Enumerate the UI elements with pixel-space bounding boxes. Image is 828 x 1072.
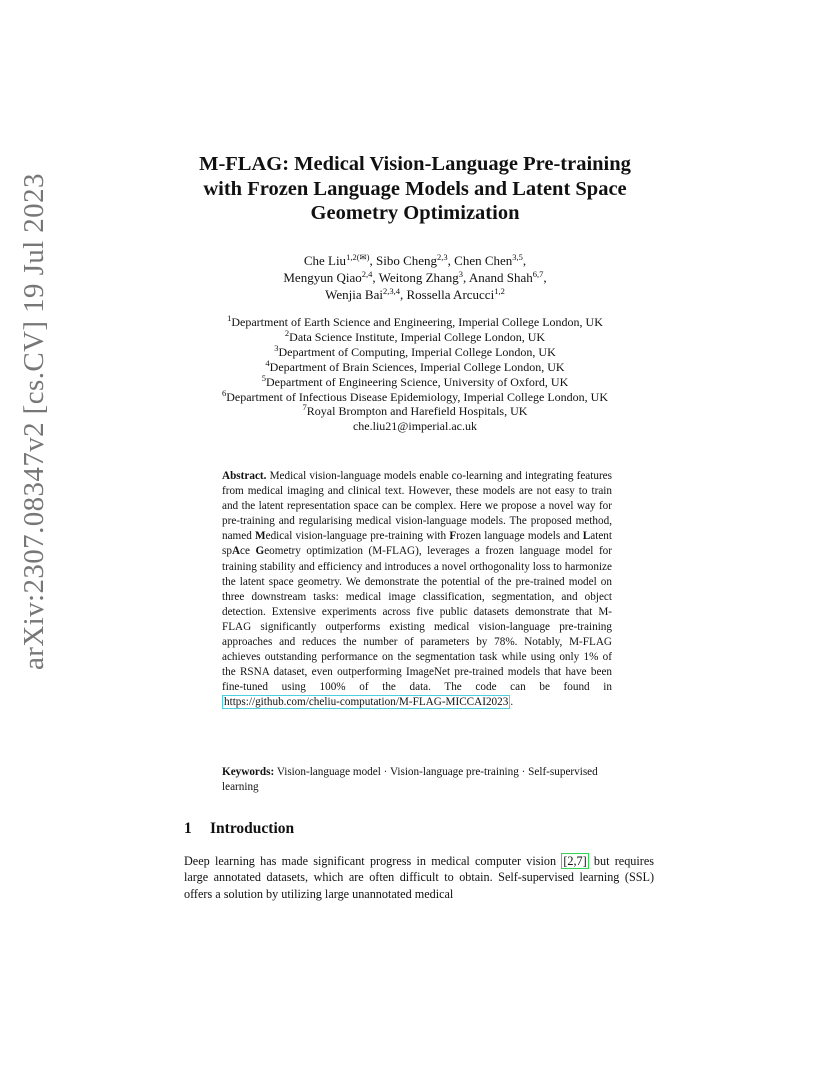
abstract-text: eometry optimization (M-FLAG), leverages a frozen language model for training stability and efficiency and introduces a novel orthogonality loss to harmonize the latent space geometry. We demonstrate the potential of the pre-trained model on three downstream tasks: medical image classification, segmentation, and object detection. Extensive experiments across five public datasets demonstrate that M-FLAG significantly outperforms existing medical vision-language pre-training approaches and reduces the number of parameters by 78%. Notably, M-FLAG achieves outstanding performance on the segmentation task while using only 1% of the RSNA dataset, even outperforming ImageNet pre-trained models that have been fine-tuned using 100% of the data. The code can be found in: [222, 545, 612, 694]
section-heading: [184, 820, 294, 838]
affiliation-text: Department of Brain Sciences, Imperial College London, UK: [269, 359, 565, 374]
acronym-letter: L: [582, 530, 591, 543]
author-affil-marker: 1,2: [494, 286, 505, 297]
author-affil-marker: 3,5: [512, 252, 523, 262]
affiliation-number: 2: [284, 327, 290, 338]
affiliation-number: 1: [227, 313, 232, 323]
author-name: Che Liu: [303, 253, 347, 268]
affiliation: [180, 387, 650, 405]
abstract-text: Medical vision-language models enable co-learning and integrating features from medical imaging and clinical text. However, these models are not easy to train and the latent representation space can be complex. Here we propose a novel way for pre-training and regularising medical vision-language models. The proposed method, named: [222, 470, 612, 543]
title-line: Geometry Optimization: [310, 202, 520, 224]
abstract-text: ce: [240, 545, 256, 558]
title-line: with Frozen Language Models and Latent Space: [203, 177, 627, 200]
keywords-text: Vision-language model · Vision-language pre-training · Self-supervised learning: [222, 766, 598, 794]
author-name: Wenjia Bai: [325, 287, 383, 303]
keywords: [222, 765, 612, 795]
arxiv-identifier: arXiv:2307.08347v2 [cs.CV] 19 Jul 2023: [18, 173, 50, 670]
affiliation-text: Data Science Institute, Imperial College London, UK: [289, 329, 546, 344]
code-link[interactable]: https://github.com/cheliu-computation/M-FLAG-MICCAI2023: [224, 696, 509, 709]
acronym-letter: F: [449, 530, 457, 543]
abstract: [222, 469, 612, 711]
keywords-label: Keywords:: [222, 766, 275, 778]
intro-paragraph: [184, 853, 654, 902]
author-name: Weitong Zhang: [378, 270, 459, 286]
citation-link[interactable]: [2,7]: [563, 854, 587, 868]
abstract-end: .: [510, 696, 514, 709]
author-affil-marker: 2,3,4: [382, 286, 400, 297]
acronym-letter: G: [255, 545, 265, 558]
affiliation-text: Department of Earth Science and Engineering, Imperial College London, UK: [231, 315, 603, 329]
affiliation-number: 6: [221, 387, 227, 398]
affiliation: [180, 404, 650, 419]
affiliation-list: [180, 315, 650, 434]
intro-text: Deep learning has made significant progress in medical computer vision: [184, 854, 562, 868]
author-name: Anand Shah: [468, 270, 533, 286]
affiliation-text: Department of Engineering Science, University of Oxford, UK: [266, 374, 569, 389]
section-title: Introduction: [210, 820, 295, 837]
author-affil-marker[interactable]: 1,2(✉): [346, 252, 370, 262]
affiliation-text: Department of Infectious Disease Epidemiology, Imperial College London, UK: [226, 389, 609, 404]
abstract-label: Abstract.: [222, 470, 267, 482]
abstract-text: edical vision-language pre-training with: [265, 530, 450, 543]
abstract-text: atent sp: [222, 530, 612, 558]
author-name: Chen Chen: [454, 253, 513, 268]
affiliation-number: 5: [261, 372, 266, 383]
affiliation-number: 7: [302, 402, 307, 413]
affiliation-text: Royal Brompton and Harefield Hospitals, UK: [306, 404, 528, 419]
author-affil-marker: 6,7: [532, 269, 544, 280]
author-email: che.liu21@imperial.ac.uk: [352, 419, 477, 434]
intro-text: but requires large annotated datasets, which are often difficult to obtain. Self-supervised learning (SSL) offers a solution by utilizing large unannotated medical: [184, 854, 654, 901]
author-affil-marker: 2,3: [437, 252, 448, 262]
author-list: Che Liu$^{1,2(✉)}$, Sibo Cheng$^{2,3}$, Chen Chen$^{3,5}$, Mengyun Qiao$^{2,4}$, Weitong Zhang$^3$, Anand Shah$^{6,7}$, Wenjia Bai$^{2,3,4}$, Rossella Arcucci$^{1,2}$: [283, 252, 547, 303]
acronym-letter: M: [255, 530, 266, 543]
author-affil-marker: 2,4: [361, 269, 373, 280]
section-number: 1: [184, 820, 192, 837]
acronym-letter: A: [231, 545, 241, 558]
affiliation: [180, 357, 650, 375]
affiliation: [180, 372, 650, 390]
affiliation: [180, 342, 650, 360]
author-affil-marker: 3: [458, 269, 464, 280]
affiliation-number: 4: [265, 357, 270, 368]
affiliation-text: Department of Computing, Imperial College London, UK: [278, 344, 556, 359]
affiliation: [180, 327, 650, 345]
abstract-text: rozen language models and: [456, 530, 583, 543]
title-line: M-FLAG: Medical Vision-Language Pre-training: [199, 153, 631, 175]
affiliation-number: 3: [274, 342, 279, 353]
paper-title: [160, 152, 670, 226]
author-name: Rossella Arcucci: [406, 287, 495, 303]
author-name: Sibo Cheng: [375, 253, 438, 268]
affiliation: [180, 315, 650, 330]
author-name: Mengyun Qiao: [283, 270, 362, 286]
